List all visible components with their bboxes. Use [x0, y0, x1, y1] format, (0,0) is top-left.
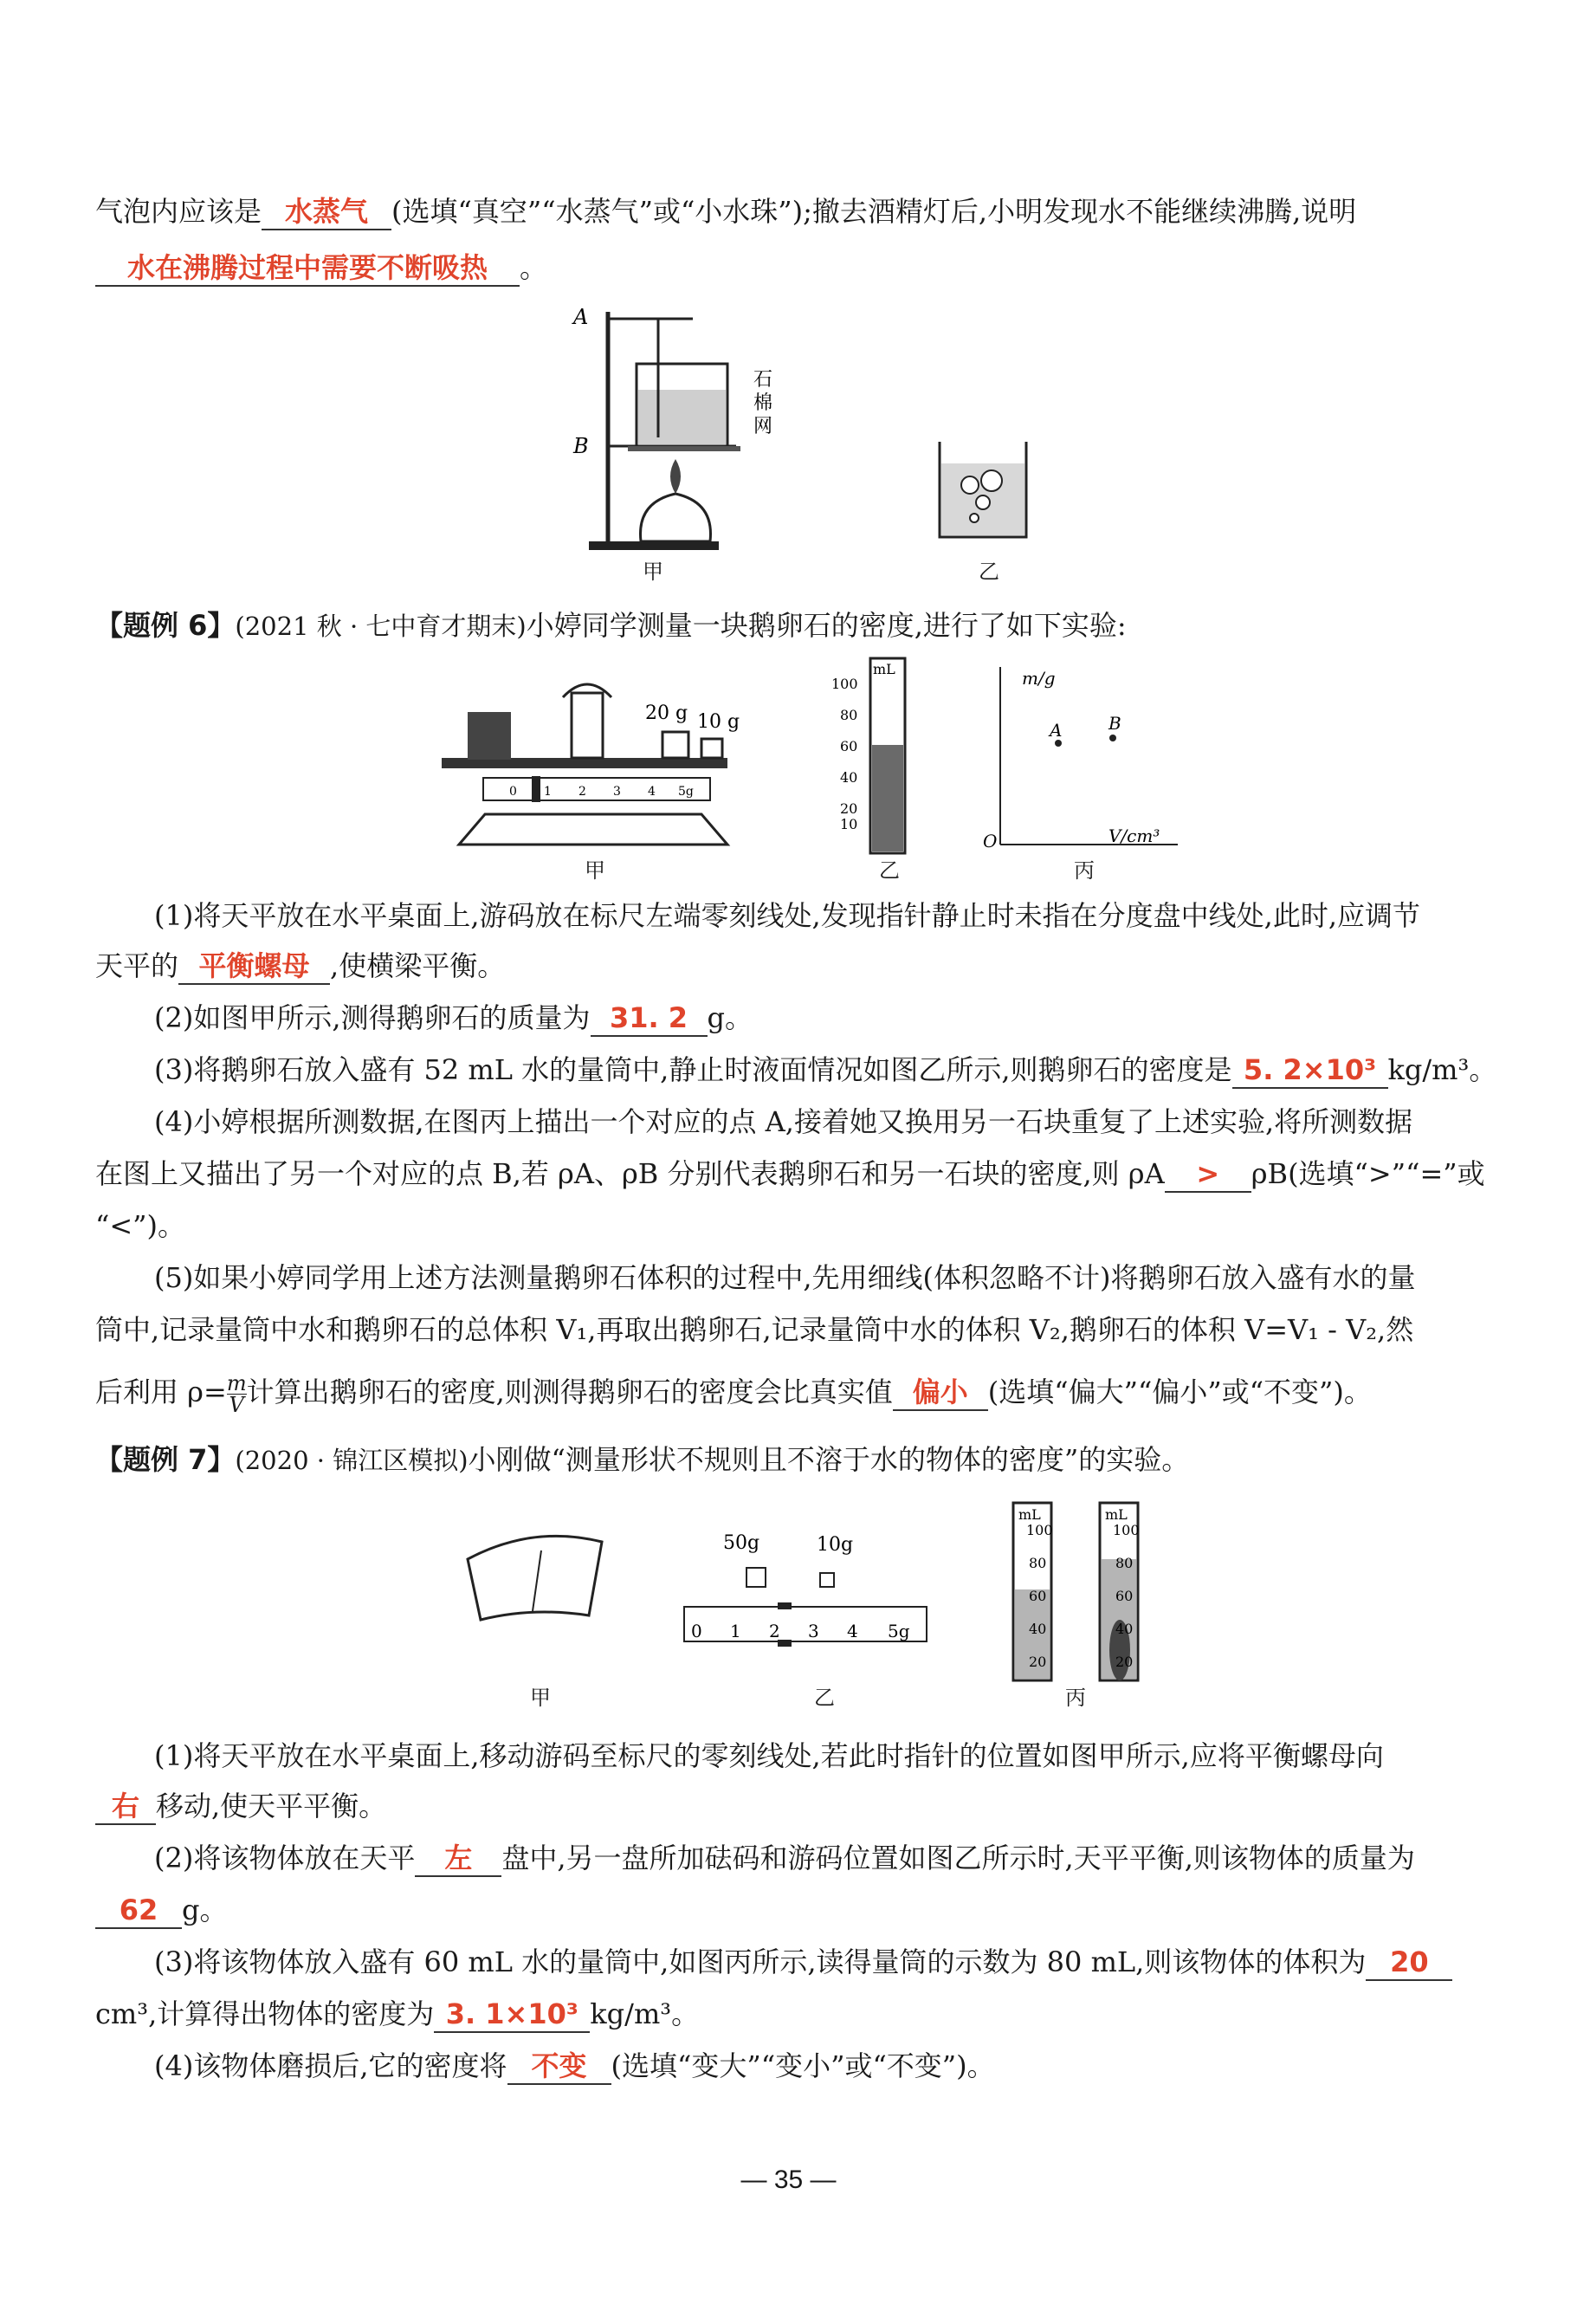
point-a: [1055, 740, 1062, 747]
point-b: [1109, 735, 1116, 741]
liquid: [872, 745, 903, 851]
text: (选填“偏大”“偏小”或“不变”)。: [987, 1376, 1372, 1408]
cylinder-tick: 20: [1029, 1654, 1047, 1670]
caption-yi: 乙: [814, 1686, 835, 1710]
caption-jia: 甲: [530, 1686, 551, 1710]
scale-tick: 4: [847, 1621, 858, 1641]
ex7-q1-line-2: [95, 1787, 1516, 1825]
ex7-q1-line-1: [154, 1737, 1516, 1775]
water: [638, 390, 726, 444]
answer-blank: 不变: [507, 2049, 611, 2085]
bubble: [970, 514, 979, 522]
weight-label: 10 g: [697, 711, 740, 733]
scale-tick: 5g: [678, 785, 694, 799]
text: (2)将该物体放在天平: [154, 1842, 416, 1874]
example-7-heading: [95, 1440, 1516, 1479]
text: (3)将该物体放入盛有 60 mL 水的量筒中,如图丙所示,读得量筒的示数为 80 mL,则该物体的体积为: [154, 1945, 1367, 1978]
pointer-dial: [468, 1536, 602, 1620]
text: g。: [182, 1894, 228, 1926]
weight-20g: [662, 732, 688, 758]
caption-jia: 甲: [643, 560, 663, 584]
ex6-q5-line-2: [95, 1311, 1516, 1349]
cylinder-tick: 20: [1115, 1654, 1134, 1670]
mesh-label: 石: [753, 369, 773, 391]
intro-line-2: [95, 249, 1516, 287]
ex6-q4-line-3: [95, 1207, 1516, 1245]
text: 天平的: [95, 949, 179, 982]
point-b-label: B: [1108, 713, 1121, 734]
answer-blank: 右: [95, 1789, 156, 1825]
weight-50g: [746, 1568, 766, 1587]
mesh-label: 棉: [753, 392, 773, 414]
cylinder-unit: mL: [1105, 1506, 1128, 1523]
mesh-label: 网: [753, 416, 773, 437]
stone: [468, 712, 511, 760]
text: cm³,计算得出物体的密度为: [95, 1997, 435, 2030]
cylinder-tick: 40: [1115, 1621, 1134, 1637]
ex6-q5-line-1: [154, 1259, 1516, 1297]
example-label: 【题例 6】: [95, 609, 236, 642]
fraction-denominator: V: [227, 1394, 247, 1415]
scale-tick: 1: [730, 1621, 741, 1641]
text: “<”)。: [95, 1209, 186, 1242]
text: 气泡内应该是: [95, 195, 262, 228]
caption-bing: 丙: [1074, 858, 1095, 883]
graph-x-label: V/cm³: [1108, 825, 1160, 846]
cylinder-tick: 80: [1115, 1555, 1134, 1571]
answer-blank: 左: [415, 1841, 501, 1877]
ex7-q3-line-2: [95, 1995, 1516, 2033]
answer-blank: 水蒸气: [262, 194, 391, 230]
fraction-numerator: m: [226, 1371, 247, 1395]
graph-origin: O: [983, 831, 998, 851]
rider-top: [778, 1602, 792, 1609]
ex6-q5-line-3: [95, 1373, 1516, 1415]
text: kg/m³。: [590, 1997, 700, 2030]
text: 计算出鹅卵石的密度,则测得鹅卵石的密度会比真实值: [246, 1376, 893, 1408]
example-label: 【题例 7】: [95, 1443, 236, 1476]
caption-yi: 乙: [879, 858, 900, 883]
text: 在图上又描出了另一个对应的点 B,若 ρA、ρB 分别代表鹅卵石和另一石块的密度,则 ρA: [95, 1157, 1165, 1190]
ex6-q4-line-2: [95, 1155, 1516, 1193]
example-title: 小刚做“测量形状不规则且不溶于水的物体的密度”的实验。: [468, 1443, 1190, 1476]
scale-tick: 0: [509, 785, 517, 799]
text: ρB(选填“>”“=”或: [1251, 1157, 1485, 1190]
ex6-q3-line: [154, 1051, 1516, 1089]
ex7-q3-line-1: [154, 1943, 1516, 1981]
answer-blank: 62: [95, 1893, 182, 1929]
text: (2)如图甲所示,测得鹅卵石的质量为: [154, 1001, 591, 1034]
text: 盘中,另一盘所加砝码和游码位置如图乙所示时,天平平衡,则该物体的质量为: [501, 1842, 1415, 1874]
answer-blank: 5. 2×10³: [1232, 1052, 1388, 1089]
text: (1)将天平放在水平桌面上,游码放在标尺左端零刻线处,发现指针静止时未指在分度盘中线处,此时,应调节: [154, 899, 1421, 932]
bubble: [981, 470, 1002, 491]
alcohol-lamp: [641, 494, 711, 541]
example-title: 小婷同学测量一块鹅卵石的密度,进行了如下实验:: [526, 609, 1127, 642]
cylinder-tick: 100: [1026, 1522, 1053, 1538]
scale-tick: 4: [648, 785, 656, 799]
scale-tick: 2: [769, 1621, 780, 1641]
balance-base: [459, 814, 727, 845]
cylinder-tick: 40: [840, 769, 858, 786]
page-number: — 35 —: [740, 2165, 837, 2194]
scale-weights-cylinders-figure: [459, 1490, 1169, 1689]
intro-line-1: [95, 192, 1516, 230]
text: (3)将鹅卵石放入盛有 52 mL 水的量筒中,静止时液面情况如图乙所示,则鹅卵石的密度是: [154, 1053, 1232, 1086]
caption-yi: 乙: [979, 560, 999, 584]
weight-label: 20 g: [645, 702, 688, 724]
cylinder-tick: 100: [831, 676, 858, 692]
ex6-q1-line-1: [154, 897, 1516, 935]
example-6-heading: [95, 606, 1516, 645]
caption-jia: 甲: [585, 858, 605, 883]
pointer-needle: [533, 1550, 541, 1611]
ex7-q4-line: [154, 2047, 1516, 2085]
scale-tick: 3: [808, 1621, 819, 1641]
scale-tick: 5g: [888, 1621, 910, 1641]
text: 移动,使天平平衡。: [156, 1790, 387, 1822]
page-number-value: 35: [773, 2165, 804, 2194]
graph-y-label: m/g: [1022, 668, 1056, 689]
rider: [532, 776, 540, 802]
answer-blank: >: [1165, 1156, 1251, 1193]
flame: [670, 459, 681, 494]
weight-label: 50g: [723, 1532, 760, 1554]
label-b: B: [573, 434, 589, 458]
answer-blank: 31. 2: [591, 1000, 708, 1037]
caption-bing: 丙: [1065, 1686, 1086, 1710]
cylinder-tick: 60: [1115, 1588, 1134, 1604]
weight-label: 10g: [817, 1534, 854, 1556]
text: (选填“真空”“水蒸气”或“小水珠”);撤去酒精灯后,小明发现水不能继续沸腾,说明: [391, 195, 1357, 228]
answer-blank: 20: [1366, 1945, 1452, 1981]
cylinder-unit: mL: [1018, 1506, 1041, 1523]
text: 筒中,记录量筒中水和鹅卵石的总体积 V₁,再取出鹅卵石,记录量筒中水的体积 V₂,鹅卵石的体积 V=V₁ - V₂,然: [95, 1313, 1414, 1346]
density-fraction: [227, 1373, 247, 1415]
bubble: [961, 476, 979, 494]
text: (4)该物体磨损后,它的密度将: [154, 2049, 507, 2082]
cylinder-tick: 10: [840, 816, 858, 832]
text: 后利用 ρ=: [95, 1376, 227, 1408]
text: g。: [707, 1001, 753, 1034]
text: ,使横梁平衡。: [330, 949, 506, 982]
ex7-q2-line-1: [154, 1839, 1516, 1877]
example-source: (2020 · 锦江区模拟): [235, 1446, 469, 1475]
ex6-q4-line-1: [154, 1103, 1516, 1141]
point-a-label: A: [1050, 720, 1063, 741]
text: (选填“变大”“变小”或“不变”)。: [611, 2049, 995, 2082]
ex6-q2-line: [154, 999, 1516, 1037]
answer-blank: 水在沸腾过程中需要不断吸热: [95, 250, 520, 287]
weight-10g: [701, 739, 722, 758]
text: (4)小婷根据所测数据,在图丙上描出一个对应的点 A,接着她又换用另一石块重复了上述实验,将所测数据: [154, 1105, 1413, 1138]
scale-tick: 3: [613, 785, 621, 799]
scale-dial: [563, 684, 611, 697]
asbestos-mesh: [628, 446, 740, 451]
weight-10g: [820, 1573, 834, 1587]
label-a: A: [573, 305, 589, 329]
text: (5)如果小婷同学用上述方法测量鹅卵石体积的过程中,先用细线(体积忽略不计)将鹅卵石放入盛有水的量: [154, 1261, 1416, 1294]
text: 。: [520, 251, 548, 284]
example-source: (2021 秋 · 七中育才期末): [235, 612, 527, 641]
text: (1)将天平放在水平桌面上,移动游码至标尺的零刻线处,若此时指针的位置如图甲所示,应将平衡螺母向: [154, 1739, 1384, 1772]
riding-scale: [483, 778, 710, 800]
cylinder-tick: 20: [840, 800, 858, 817]
cylinder-tick: 60: [840, 738, 858, 754]
ex6-q1-line-2: [95, 947, 1516, 985]
cylinder-unit: mL: [873, 661, 895, 677]
answer-blank: 平衡螺母: [178, 948, 330, 985]
cylinder-tick: 80: [840, 707, 858, 723]
boiling-apparatus-figure: [554, 295, 1039, 589]
bubble: [976, 495, 990, 509]
cylinder-tick: 80: [1029, 1555, 1047, 1571]
answer-blank: 偏小: [893, 1375, 988, 1411]
text: kg/m³。: [1387, 1053, 1497, 1086]
scale-tick: 0: [691, 1621, 702, 1641]
cylinder-tick: 40: [1029, 1621, 1047, 1637]
cylinder-tick: 100: [1113, 1522, 1140, 1538]
scale-tick: 1: [544, 785, 552, 799]
answer-blank: 3. 1×10³: [434, 1997, 590, 2033]
scale-tick: 2: [578, 785, 586, 799]
cylinder-tick: 60: [1029, 1588, 1047, 1604]
pointer-post: [572, 693, 603, 758]
ex7-q2-line-2: [95, 1891, 1516, 1929]
